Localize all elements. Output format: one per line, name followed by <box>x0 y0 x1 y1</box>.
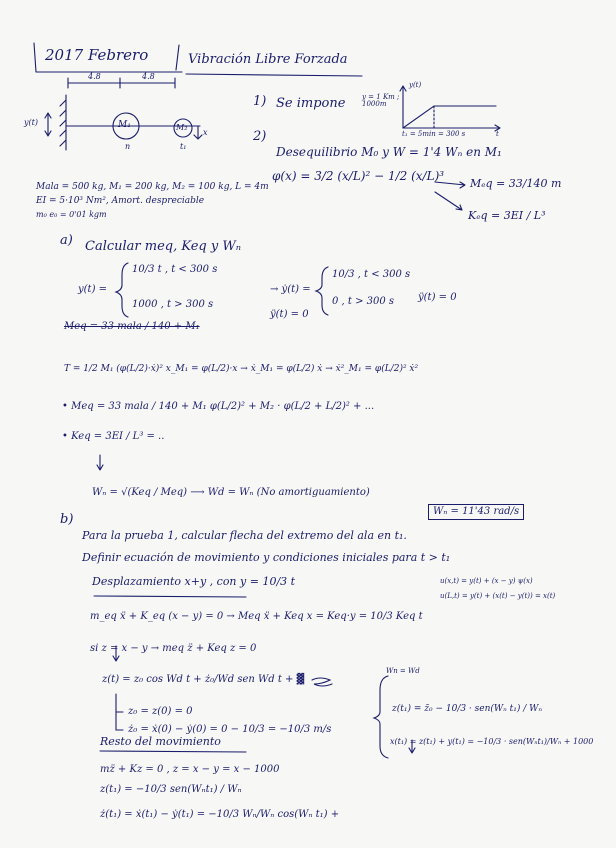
wn-line: Wₙ = √(Keq / Meq) ⟶ Wd = Wₙ (No amortiguamiento) <box>92 487 370 498</box>
resto-underline <box>100 751 246 752</box>
y-def-lhs: y(t) = <box>78 284 108 295</box>
part-b-line1: Para la prueba 1, calcular flecha del extremo del ala en t₁. <box>82 529 407 542</box>
brace-y <box>116 263 128 317</box>
brace-ydot <box>316 267 328 315</box>
data-line1: Mala = 500 kg, M₁ = 200 kg, M₂ = 100 kg, L = 4m <box>36 182 269 192</box>
header-title: 2017 Febrero <box>45 46 149 64</box>
y-label: y(t) <box>24 118 38 127</box>
item1-text: Se impone <box>276 96 346 111</box>
part-b-line2: Definir ecuación de movimiento y condiciones iniciales para t > t₁ <box>82 551 451 564</box>
z-solution: z(t) = z₀ cos Wd t + ż₀/Wd sen Wd t + ▓ <box>102 674 305 685</box>
z-t1: z(t₁) = z̃₀ − 10/3 · sen(Wₙ t₁) / Wₙ <box>392 704 543 714</box>
meq-line: • Meq = 33 mala / 140 + M₁ φ(L/2)² + M₂ · φ(L/2 + L/2)² + ... <box>62 401 375 412</box>
y-case2: 1000 , t > 300 s <box>132 299 214 310</box>
resto-line2: z(t₁) = −10/3 sen(Wₙt₁) / Wₙ <box>100 784 242 795</box>
branch-z0 <box>116 694 123 730</box>
z0dot-line: ż₀ = ẋ(0) − ẏ(0) = 0 − 10/3 = −10/3 m/s <box>128 724 332 735</box>
x-t1: x(t₁) = z(t₁) + y(t₁) = −10/3 · sen(Wₙt₁)/Wₙ + 1000 <box>390 737 594 746</box>
part-b-label: b) <box>60 512 74 527</box>
keq-result: Kₑq = 3EI / L³ <box>468 209 546 222</box>
disp-note1: u(x,t) = y(t) + (x − y) ψ(x) <box>440 577 533 585</box>
arrow-keq-wn <box>97 455 103 470</box>
item2-num: 2) <box>253 129 267 144</box>
ydd-left: ÿ(t) = 0 <box>270 309 309 320</box>
scribble <box>312 678 332 686</box>
wn-result-box: Wₙ = 11'43 rad/s <box>428 504 524 520</box>
y-case1: 10/3 t , t < 300 s <box>132 264 218 275</box>
data-line3: m₀ e₀ = 0'01 kgm <box>36 210 107 219</box>
disp-title: Desplazamiento x+y , con y = 10/3 t <box>92 575 296 588</box>
brace-zt <box>374 676 388 758</box>
graph-ramp <box>403 106 496 128</box>
equation-motion: m_eq ẍ + K_eq (x − y) = 0 → Meq ẍ + Keq x = Keq·y = 10/3 Keq t <box>90 611 423 622</box>
arrow-to-keq <box>435 192 462 210</box>
dimension-lines <box>68 78 175 88</box>
ydot-lhs: → ẏ(t) = <box>270 284 311 295</box>
m1-label: M₁ <box>118 120 131 130</box>
data-line2: EI = 5·10³ Nm², Amort. despreciable <box>36 196 205 206</box>
resto-line1: mz̈ + Kz = 0 , z = x − y = x − 1000 <box>100 764 280 775</box>
dim-right: 4.8 <box>142 72 155 81</box>
topic-underline <box>186 74 362 76</box>
n-label: n <box>125 142 131 151</box>
graph-y-values: y = 1 Km ; 1000m <box>362 93 400 108</box>
keq-line: • Keq = 3EI / L³ = .. <box>62 431 165 442</box>
ydot-case2: 0 , t > 300 s <box>332 296 395 307</box>
graph-axis-y: y(t) <box>409 81 422 89</box>
header-topic: Vibración Libre Forzada <box>188 52 348 67</box>
m2-label: M₂ <box>176 123 188 132</box>
graph-axes <box>400 86 500 131</box>
e-label: t₁ <box>180 142 187 151</box>
graph-t-value: t₁ = 5min = 300 s <box>402 130 466 138</box>
wn-eq-wd: Wn = Wd <box>386 667 420 675</box>
part-a-label: a) <box>60 233 73 248</box>
meq-struck: Meq = 33 mala / 140 + M₁ <box>64 321 200 332</box>
resto-line3: ż(t₁) = ẋ(t₁) − ẏ(t₁) = −10/3 Wₙ/Wₙ cos(Wₙ t₁) + <box>100 809 340 820</box>
phi-equation: φ(x) = 3/2 (x/L)² − 1/2 (x/L)³ <box>272 169 445 183</box>
disp-note2: u(L,t) = y(t) + (x(t) − y(t)) = x(t) <box>440 592 556 600</box>
wall-hatch <box>60 95 66 150</box>
x-arrow <box>194 126 202 139</box>
item1-num: 1) <box>253 94 267 109</box>
graph-axis-t: t <box>496 130 499 138</box>
x-label: x <box>203 128 208 137</box>
ydot-case1: 10/3 , t < 300 s <box>332 269 411 280</box>
meq-result: Mₑq = 33/140 m <box>470 177 562 190</box>
ydd-right: ÿ(t) = 0 <box>418 292 457 303</box>
part-a-text: Calcular meq, Keq y Wₙ <box>85 239 241 254</box>
resto-title: Resto del movimiento <box>100 735 221 748</box>
dim-left: 4.8 <box>88 72 101 81</box>
disp-underline <box>94 596 246 597</box>
z0-line: z₀ = z(0) = 0 <box>128 706 193 717</box>
kinetic-energy: T = 1/2 M₁ (φ(L/2)·ẋ)² x_M₁ = φ(L/2)·x → ẋ_M₁ = φ(L/2) ẋ → ẋ²_M₁ = φ(L/2)² ẋ² <box>64 364 419 374</box>
y-arrow <box>45 113 51 136</box>
item2-text: Desequilibrio M₀ y W = 1'4 Wₙ en M₁ <box>276 145 502 159</box>
substitution: si z = x − y → meq z̈ + Keq z = 0 <box>90 643 257 654</box>
